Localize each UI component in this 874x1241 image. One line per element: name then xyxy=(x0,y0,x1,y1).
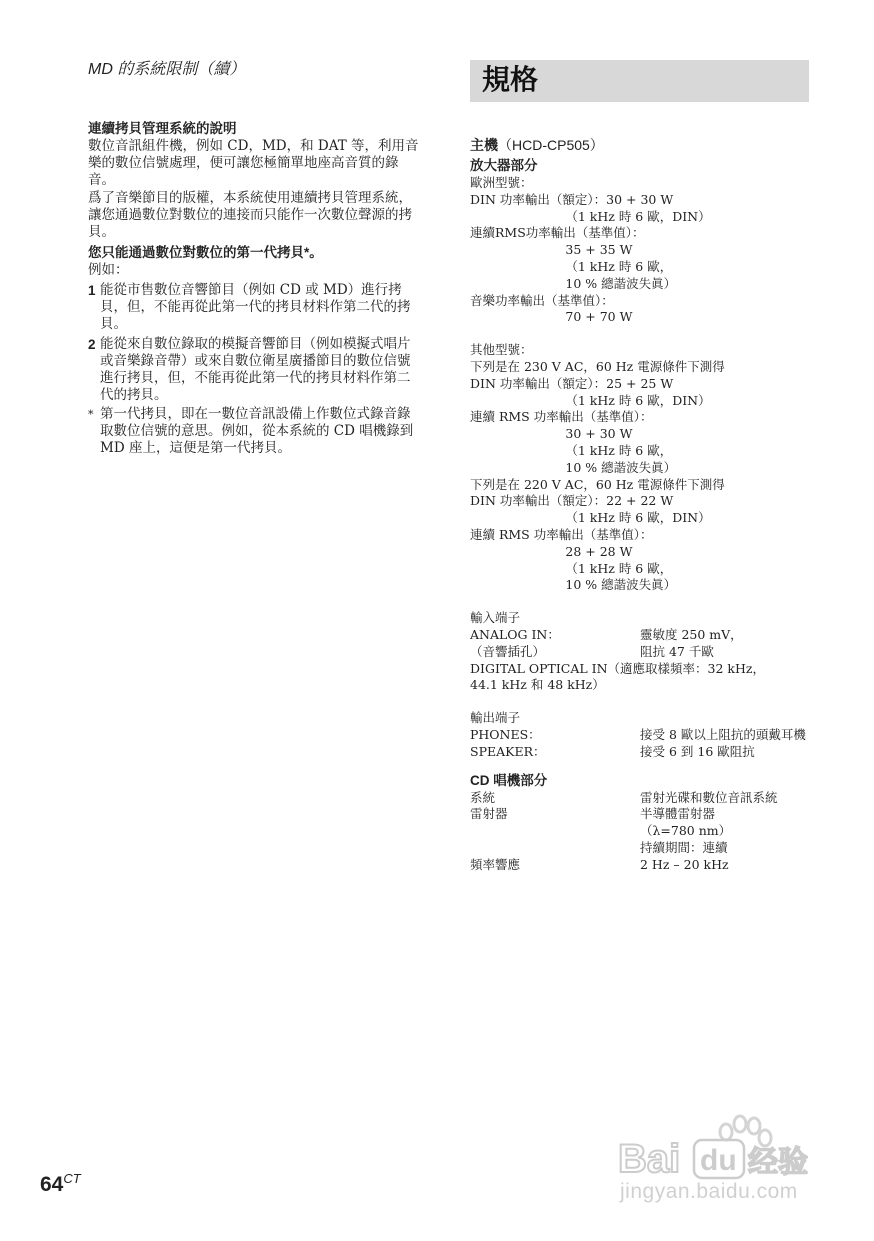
spec-line: （1 kHz 時 6 歐， xyxy=(470,442,673,458)
spec-line: 10 % 總諧波失眞） xyxy=(470,275,677,291)
spec-line: 下列是在 220 V AC，60 Hz 電源條件下測得 xyxy=(470,476,725,492)
spec-row xyxy=(470,840,815,857)
main-unit-label: 主機 xyxy=(470,137,498,153)
spec-line: 30 + 30 W xyxy=(470,426,633,442)
list-item xyxy=(88,282,422,333)
spec-key: PHONES： xyxy=(470,726,541,742)
spec-line: 連續 RMS 功率輸出（基準值）： xyxy=(470,526,653,542)
spec-row xyxy=(470,727,815,744)
spec-value: （λ=780 nm） xyxy=(640,823,732,839)
spec-row xyxy=(470,790,815,807)
spec-line: （1 kHz 時 6 歐，DIN） xyxy=(470,510,711,526)
main-unit-model: （HCD-CP505） xyxy=(498,137,604,153)
spec-title-banner xyxy=(470,60,809,102)
example-label: 例如： xyxy=(88,262,129,278)
baidu-watermark-logo xyxy=(618,1110,818,1205)
amp-section-title: 放大器部分 xyxy=(470,158,538,173)
footnote-mark: * xyxy=(88,408,94,421)
spec-line: 35 + 35 W xyxy=(470,242,633,258)
bold-note: 您只能通過數位對數位的第一代拷貝*。 xyxy=(88,245,323,260)
spec-line: DIN 功率輸出（額定）：22 + 22 W xyxy=(470,493,674,509)
page-number-value: 64 xyxy=(40,1173,64,1196)
spec-line: （1 kHz 時 6 歐，DIN） xyxy=(470,392,711,408)
running-header: MD 的系統限制（續） xyxy=(88,61,246,78)
svg-text:du: du xyxy=(700,1144,737,1177)
spec-line: 音樂功率輸出（基準值）： xyxy=(470,292,614,308)
spec-line: DIN 功率輸出（額定）：30 + 30 W xyxy=(470,191,674,207)
spec-line: （1 kHz 時 6 歐，DIN） xyxy=(470,208,711,224)
other-label: 其他型號： xyxy=(470,342,533,358)
spec-row xyxy=(470,744,815,761)
watermark-url: jingyan.baidu.com xyxy=(620,1180,798,1203)
svg-text:经验: 经验 xyxy=(748,1145,808,1180)
spec-row xyxy=(470,857,815,874)
spec-row xyxy=(470,627,815,644)
spec-key: 雷射器 xyxy=(470,806,508,822)
spec-value: 持續期間：連續 xyxy=(640,839,728,855)
cd-section-title: CD 唱機部分 xyxy=(470,772,548,788)
spec-line: 28 + 28 W xyxy=(470,543,633,559)
section-title: 連續拷貝管理系統的說明 xyxy=(88,121,237,136)
item-text: 能從來自數位錄取的模擬音響節目（例如模擬式唱片或音樂錄音帶）或來自數位衛星廣播節目的數位信號進行拷貝，但，不能再從此第一代的拷貝材料作第二代的拷貝。 xyxy=(100,336,411,403)
paragraph-1: 數位音訊組件機，例如 CD，MD，和 DAT 等，利用音樂的數位信號處理，便可讓您極簡單地座高音質的錄音。 xyxy=(88,138,419,188)
list-item xyxy=(88,336,422,404)
spec-value: 靈敏度 250 mV， xyxy=(640,626,743,642)
eu-spec-list xyxy=(470,192,815,326)
spec-line: 70 + 70 W xyxy=(470,309,633,325)
output-terminals-label: 輸出端子 xyxy=(470,710,521,726)
spec-key: ANALOG IN： xyxy=(470,626,560,642)
input-terminals-label: 輸入端子 xyxy=(470,610,521,626)
item-number: 2 xyxy=(88,337,96,352)
spec-key xyxy=(470,823,640,840)
spec-value: 阻抗 47 千歐 xyxy=(640,643,714,659)
spec-key: （音響插孔） xyxy=(470,643,546,659)
other-spec-list xyxy=(470,359,815,594)
spec-value: 接受 8 歐以上阻抗的頭戴耳機 xyxy=(640,726,806,742)
spec-value: 雷射光碟和數位音訊系統 xyxy=(640,789,778,805)
main-unit-heading xyxy=(470,136,815,154)
item-text: 能從市售數位音響節目（例如 CD 或 MD）進行拷貝，但，不能再從此第一代的拷貝材料作第二代的拷貝。 xyxy=(100,282,411,332)
spec-line: 10 % 總諧波失眞） xyxy=(470,459,677,475)
spec-row xyxy=(470,806,815,823)
spec-line: 下列是在 230 V AC，60 Hz 電源條件下測得 xyxy=(470,358,725,374)
page-title: 規格 xyxy=(482,64,539,95)
spec-row xyxy=(470,644,815,661)
spec-line: DIN 功率輸出（額定）：25 + 25 W xyxy=(470,375,674,391)
spec-value: 接受 6 到 16 歐阻抗 xyxy=(640,743,755,759)
digital-input-line: DIGITAL OPTICAL IN（適應取樣頻率：32 kHz， xyxy=(470,660,765,676)
spec-line: （1 kHz 時 6 歐， xyxy=(470,258,673,274)
spec-key xyxy=(470,840,640,857)
spec-line: 連續 RMS 功率輸出（基準值）： xyxy=(470,409,653,425)
spec-value: 2 Hz – 20 kHz xyxy=(640,856,729,872)
svg-text:Bai: Bai xyxy=(618,1137,681,1181)
spec-value: 半導體雷射器 xyxy=(640,806,716,822)
spec-key: 系統 xyxy=(470,789,496,805)
page-number-suffix: CT xyxy=(63,1171,81,1186)
item-number: 1 xyxy=(88,283,96,298)
spec-line: （1 kHz 時 6 歐， xyxy=(470,560,673,576)
right-column xyxy=(470,136,815,873)
spec-line: 連續RMS功率輸出（基準值）： xyxy=(470,225,645,241)
footnote-text: 第一代拷貝，即在一數位音訊設備上作數位式錄音錄取數位信號的意思。例如，從本系統的 CD 唱機錄到 MD 座上，這便是第一代拷貝。 xyxy=(100,406,414,456)
digital-input-line: 44.1 kHz 和 48 kHz） xyxy=(470,677,605,693)
spec-line: 10 % 總諧波失眞） xyxy=(470,577,677,593)
eu-label: 歐洲型號： xyxy=(470,175,533,190)
spec-row xyxy=(470,823,815,840)
spec-key: SPEAKER： xyxy=(470,743,546,759)
left-column xyxy=(88,119,422,457)
page-number xyxy=(40,1171,81,1197)
footnote xyxy=(88,406,422,457)
spec-key: 頻率響應 xyxy=(470,856,521,872)
paragraph-2: 爲了音樂節目的版權，本系統使用連續拷貝管理系統，讓您通過數位對數位的連接而只能作一次數位聲源的拷貝。 xyxy=(88,190,412,240)
